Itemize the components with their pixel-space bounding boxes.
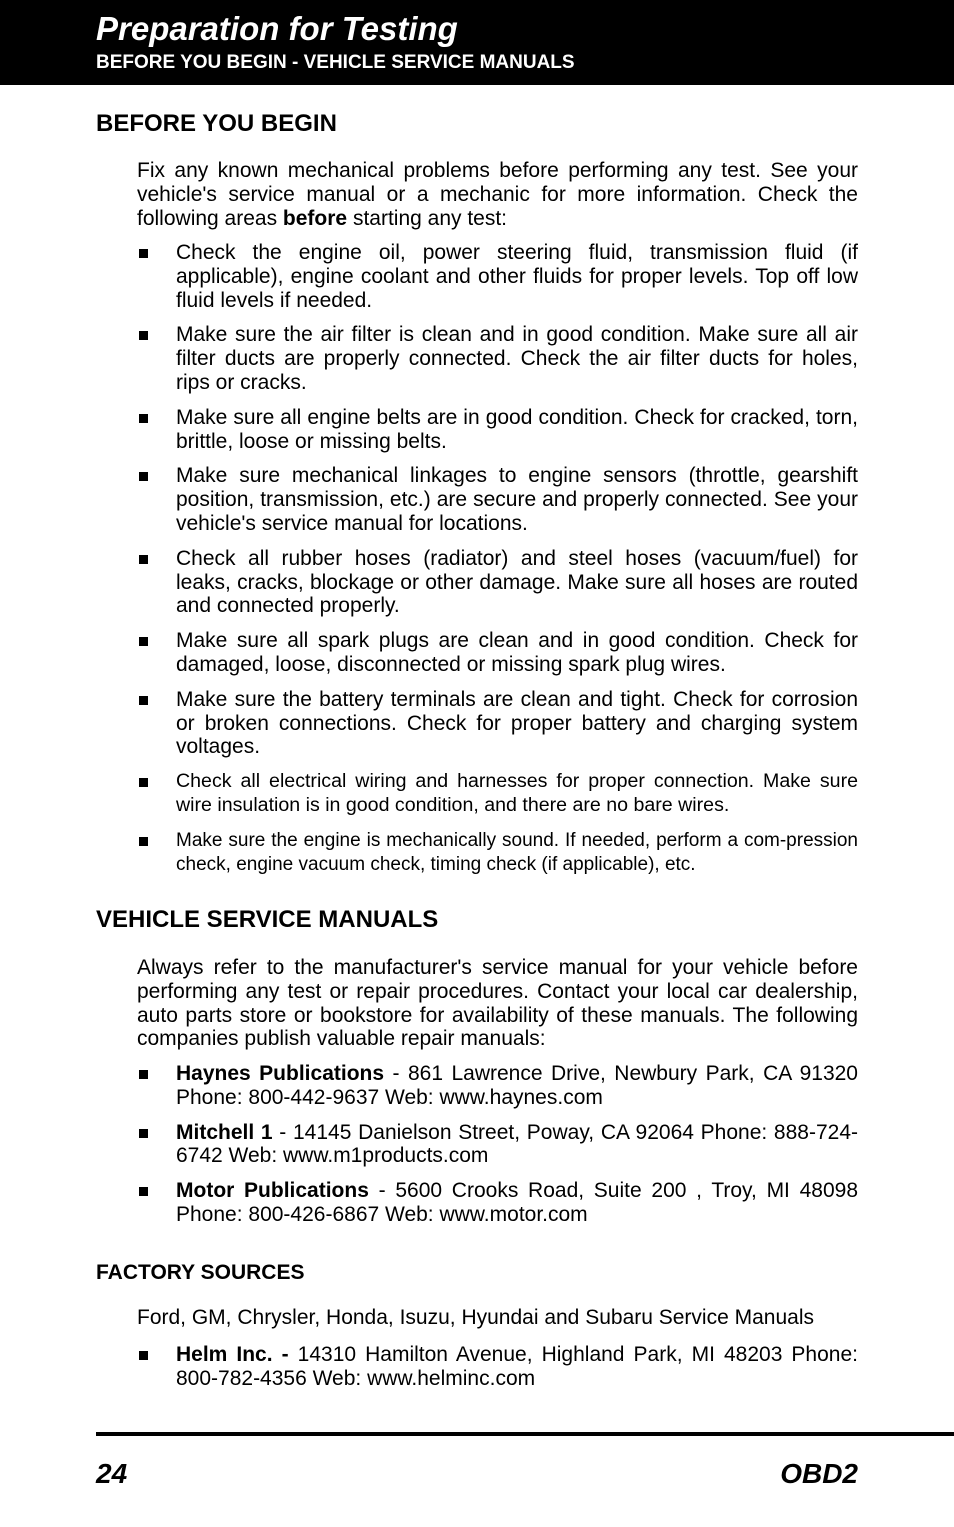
list-item: [137, 1062, 858, 1110]
publisher-list: [137, 1062, 858, 1227]
list-item-text: Make sure the engine is mechanically sound. If needed, perform a com-pression check, engine vacuum check, timing check (if applicable), etc.: [176, 829, 858, 875]
square-bullet-icon: [139, 1129, 148, 1138]
square-bullet-icon: [139, 1351, 148, 1360]
intro-bold-word: before: [282, 206, 348, 230]
square-bullet-icon: [139, 637, 148, 646]
list-item: [137, 323, 858, 394]
list-item-text: Check all electrical wiring and harnesses for proper connection. Make sure wire insulation is in good condition, and there are no bare wires.: [176, 770, 858, 816]
publisher-details: - 5600 Crooks Road, Suite 200 , Troy, MI 48098 Phone: 800-426-6867 Web: www.motor.com: [176, 1179, 859, 1226]
intro-text-1: Fix any known mechanical problems before performing any test. See your vehicle's service manual or a mechanic for more information. Check the following areas: [137, 159, 858, 230]
page-number: 24: [96, 1458, 128, 1489]
section-heading-vehicle-service-manuals: VEHICLE SERVICE MANUALS: [96, 906, 439, 933]
checklist: [137, 241, 858, 876]
factory-sources-intro: Ford, GM, Chrysler, Honda, Isuzu, Hyundai and Subaru Service Manuals: [137, 1306, 814, 1329]
footer-divider: [96, 1432, 954, 1436]
publisher-name: Motor Publications: [176, 1179, 369, 1203]
square-bullet-icon: [139, 1187, 148, 1196]
list-item-text: Make sure all engine belts are in good condition. Check for cracked, torn, brittle, loose or missing belts.: [176, 405, 858, 453]
page-subtitle: BEFORE YOU BEGIN - VEHICLE SERVICE MANUALS: [96, 52, 575, 73]
list-item: [137, 770, 858, 818]
square-bullet-icon: [139, 778, 148, 787]
list-item: [137, 1121, 858, 1169]
list-item-text: Check all rubber hoses (radiator) and steel hoses (vacuum/fuel) for leaks, cracks, blockage or other damage. Make sure all hoses are routed and connected properly.: [176, 546, 858, 618]
square-bullet-icon: [139, 472, 148, 481]
publisher-details: - 14145 Danielson Street, Poway, CA 92064 Phone: 888-724-6742 Web: www.m1products.com: [176, 1120, 858, 1168]
factory-publisher-list: [137, 1343, 858, 1391]
list-item: [137, 464, 858, 535]
page-title: Preparation for Testing: [96, 10, 458, 47]
page-header: [0, 0, 954, 85]
publisher-name: Mitchell 1: [176, 1120, 273, 1144]
list-item: [137, 1343, 858, 1391]
document-name: OBD2: [780, 1458, 858, 1489]
list-item: [137, 547, 858, 618]
list-item: [137, 688, 858, 759]
list-item-text: Make sure the air filter is clean and in good condition. Make sure all air filter ducts are properly connected. Check the air filter ducts for holes, rips or cracks.: [176, 323, 858, 394]
list-item: [137, 829, 858, 877]
list-item: [137, 406, 858, 454]
list-item: [137, 629, 858, 677]
list-item-text: Make sure the battery terminals are clean and tight. Check for corrosion or broken connections. Check for proper battery and charging system voltages.: [176, 687, 858, 759]
vehicle-service-manuals-intro: Always refer to the manufacturer's service manual for your vehicle before performing any test or repair procedures. Contact your local car dealership, auto parts store or bookstore for availability of these manuals. The following companies publish valuable repair manuals:: [137, 956, 858, 1051]
list-item: [137, 1179, 858, 1227]
section-heading-factory-sources: FACTORY SOURCES: [96, 1261, 305, 1284]
square-bullet-icon: [139, 414, 148, 423]
square-bullet-icon: [139, 249, 148, 258]
publisher-name: Haynes Publications: [176, 1062, 385, 1085]
square-bullet-icon: [139, 696, 148, 705]
list-item: [137, 241, 858, 312]
square-bullet-icon: [139, 837, 148, 846]
intro-text-2: starting any test:: [347, 206, 508, 230]
list-item-text: Check the engine oil, power steering fluid, transmission fluid (if applicable), engine coolant and other fluids for proper levels. Top off low fluid levels if needed.: [176, 241, 858, 312]
list-item-text: Make sure all spark plugs are clean and in good condition. Check for damaged, loose, disconnected or missing spark plug wires.: [176, 629, 858, 676]
square-bullet-icon: [139, 331, 148, 340]
square-bullet-icon: [139, 555, 148, 564]
publisher-name: Helm Inc. -: [176, 1343, 289, 1366]
publisher-details: 14310 Hamilton Avenue, Highland Park, MI 48203 Phone: 800-782-4356 Web: www.helminc.com: [176, 1343, 858, 1390]
before-you-begin-intro: [137, 159, 858, 230]
list-item-text: Make sure mechanical linkages to engine sensors (throttle, gearshift position, transmission, etc.) are secure and properly connected. See your vehicle's service manual for locations.: [176, 464, 858, 535]
publisher-details: - 861 Lawrence Drive, Newbury Park, CA 91320 Phone: 800-442-9637 Web: www.haynes.com: [176, 1062, 858, 1109]
square-bullet-icon: [139, 1070, 148, 1079]
section-heading-before-you-begin: BEFORE YOU BEGIN: [96, 110, 337, 137]
